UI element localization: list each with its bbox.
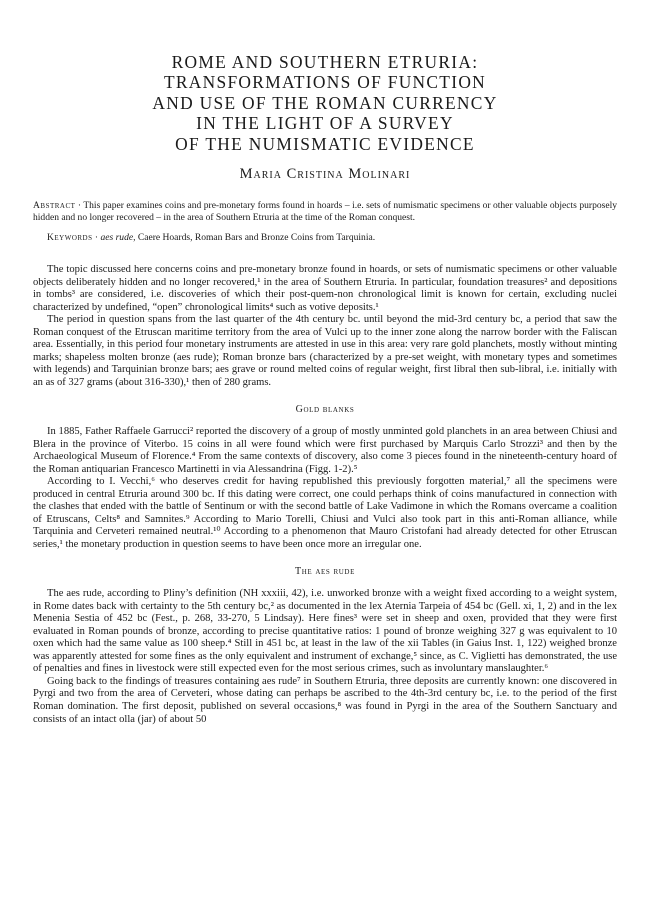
title-line: TRANSFORMATIONS OF FUNCTION [163,72,487,93]
title-line: ROME AND SOUTHERN ETRURIA: [171,52,479,72]
section-heading: Gold blanks [295,403,355,415]
author-name: Maria Cristina Molinari [239,166,411,183]
title-line: OF THE NUMISMATIC EVIDENCE [175,133,475,154]
title-line: AND USE OF THE ROMAN CURRENCY [152,92,498,113]
paragraph: In 1885, Father Raffaele Garrucci² reported the discovery of a group of mostly unminted gold planchets in an area between Chiusi and Blera in the province of Viterbo. 15 coins in all were found which were first purchased by Marquis Carlo Strozzi³ and then by the Archaeological Museum of Florence.⁴ From the same contexts of discovery, also come 3 pieces found in the nineteenth-century hoard of the Roman antiquarian Francesco Martinetti in via Alessandrina (Figg. 1-2).⁵ [33,426,617,475]
article-title [33,52,617,154]
paragraph: The aes rude, according to Pliny’s definition (NH xxxiii, 42), i.e. unworked bronze with a weight fixed according to a weight system, in Rome dates back with certainty to the 5th century bc,² as documented in the lex Aternia Tarpeia of 454 bc (Gell. xi, 1, 2) and in the lex Menenia Sestia of 452 bc (Fest., p. 268, 33-270, 5 Lindsay). Here fines³ were set in sheep and oxen, provided that they were first evaluated in Roman pounds of bronze, according to precise quantitative ratios: 1 pound of bronze weighing 327 g was equivalent to 10 oxen which had the same value as 100 sheep.⁴ Still in 451 bc, at least in the law of the xii Tables (in Gaius Inst. 1, 122) weighed bronze was apparently attested for some fines as the only equivalent and instrument of exchange,⁵ since, as C. Viglietti has demonstrated, the use of penalties and fines in livestock were still expected even for the most serious crimes, such as involuntary manslaughter.⁶ [33,588,617,675]
keywords-italic: aes rude, [100,232,136,244]
keywords: Keywords · aes rude, Caere Hoards, Roman Bars and Bronze Coins from Tarquinia. [47,232,376,244]
abstract-text: · This paper examines coins and pre-monetary forms found in hoards – i.e. sets of numismatic specimens or other valuable objects purposely hidden and no longer recovered – in the area of Southern Etruria at the time of the Roman conquest. [33,200,617,224]
paragraph: According to I. Vecchi,⁶ who deserves credit for having republished this previously forgotten material,⁷ all the specimens were produced in central Etruria around 300 bc. If this dating were correct, one could perhaps think of coins manufactured in connection with the clashes that ended with the battle of Sentinum or with the second battle of Lake Vadimone in which the Romans overcame a coalition of Etruscans, Celts⁸ and Samnites.⁹ According to Mario Torelli, Chiusi and Vulci also took part in this anti-Roman alliance, while Tarquinia and Cerveteri remained neutral.¹⁰ According to a phenomenon that Mauro Cristofani had already detected for other Etruscan series,¹ the monetary production in question seems to have been once more an irregular one. [33,476,617,550]
keywords-label: Keywords [47,232,93,244]
article-page [33,52,617,726]
abstract [33,200,617,224]
paragraph: Going back to the findings of treasures containing aes rude⁷ in Southern Etruria, three deposits are currently known: one discovered in Pyrgi and two from the area of Cerveteri, whose dating can perhaps be ascribed to the 4th-3rd century bc, i.e. to the period of the first Roman domination. The first deposit, published on several occasions,⁸ was found in Pyrgi in the area of the Southern Sanctuary and consists of an intact olla (jar) of about 50 [33,675,617,725]
section-heading: The aes rude [295,565,355,577]
title-line: IN THE LIGHT OF A SURVEY [196,113,454,134]
paragraph: The period in question spans from the last quarter of the 4th century bc. until beyond the mid-3rd century bc, a period that saw the Roman conquest of the Etruscan maritime territory from the area of Vulci up to the inner zone along the narrow border with the Faliscan area. Essentially, in this period four monetary instruments are attested in use in this area: very rare gold planchets, mostly without minting marks; shapeless molten bronze (aes rude); Roman bronze bars (characterized by a pre-set weight, with monetary types and sometimes with legends) and Tarquinian bronze bars; aes grave or round melted coins of regular weight, first libral then sub-libral, i.e. initially with an as of 327 grams (about 316-330),¹ then of 280 grams. [33,314,617,388]
article-body [33,264,617,726]
keywords-text: Caere Hoards, Roman Bars and Bronze Coins from Tarquinia. [135,232,376,244]
paragraph: The topic discussed here concerns coins and pre-monetary bronze found in hoards, or sets of numismatic specimens or other valuable objects deliberately hidden and no longer recovered,¹ in the area of Southern Etruria. In particular, foundation treasures² and depositions in tombs³ are considered, i.e. discoveries of which their post-quem-non chronological limit is known for certain, excluding nuclei characterized by undefined, “open” chronological limits⁴ such as votive deposits.¹ [33,264,617,313]
abstract-label: Abstract [33,200,76,212]
